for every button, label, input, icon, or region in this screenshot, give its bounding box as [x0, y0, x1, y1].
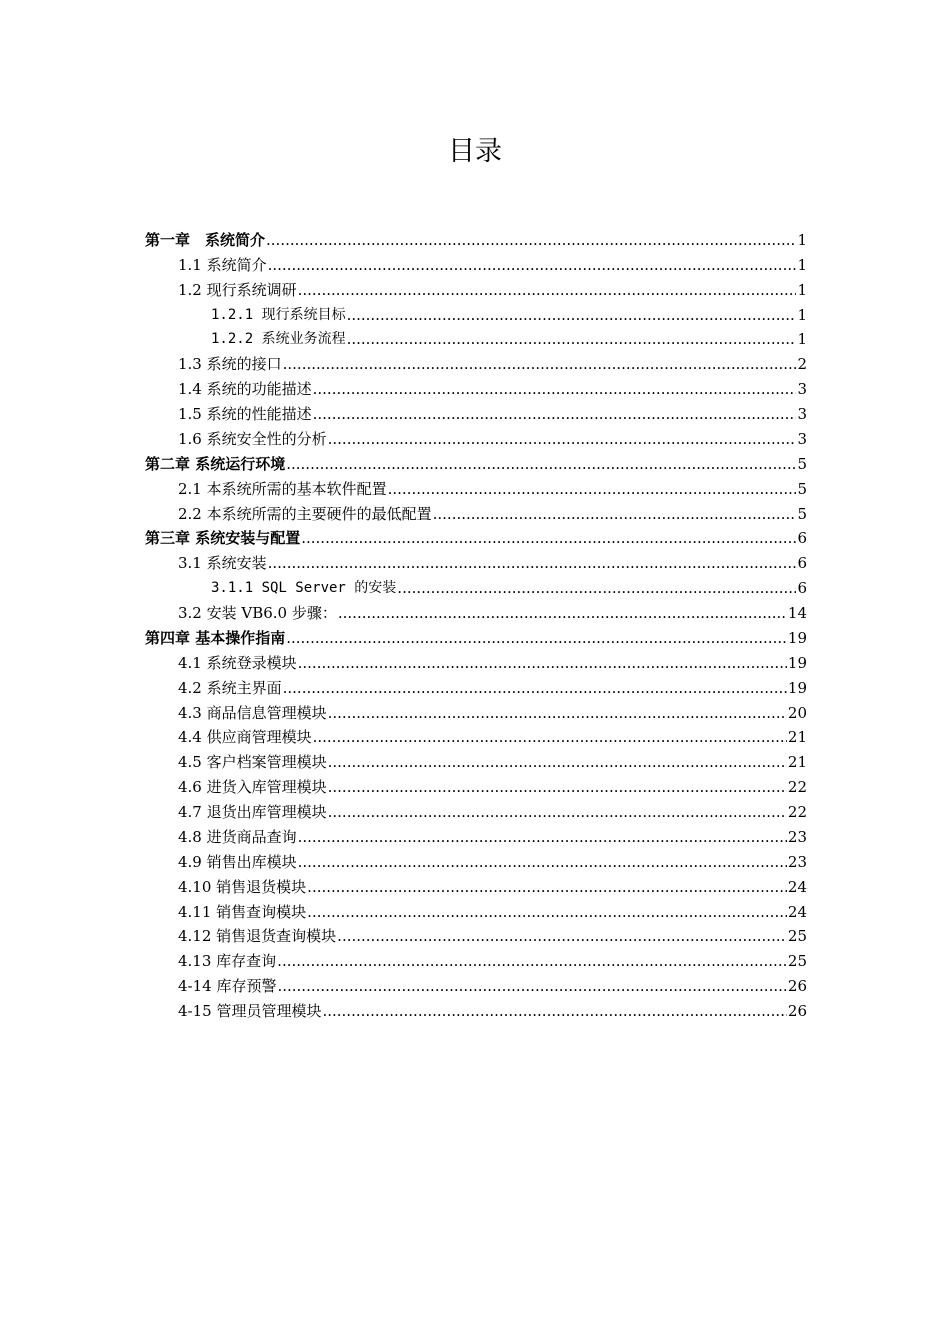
- toc-page-number: 26: [787, 1002, 807, 1020]
- toc-page-number: 26: [787, 977, 807, 996]
- toc-section-entry[interactable]: [145, 847, 807, 872]
- toc-dot-leader: [298, 653, 787, 673]
- toc-dot-leader: [328, 752, 787, 772]
- toc-entry-label: 4.2 系统主界面: [178, 678, 282, 697]
- toc-dot-leader: [298, 827, 787, 847]
- toc-section-entry[interactable]: [145, 698, 807, 723]
- toc-page-number: 2: [797, 355, 807, 374]
- toc-section-entry[interactable]: [145, 325, 807, 350]
- toc-page-number: 3: [797, 380, 807, 399]
- toc-entry-label: 1.2.2 系统业务流程: [211, 331, 346, 348]
- toc-section-entry[interactable]: [145, 275, 807, 300]
- toc-page-number: 5: [797, 479, 807, 498]
- toc-page-number: 6: [797, 554, 807, 573]
- toc-section-entry[interactable]: [145, 300, 807, 325]
- toc-page-number: 6: [797, 529, 807, 548]
- toc-entry-label: 第一章 系统简介: [145, 230, 266, 249]
- toc-entry-label: 1.4 系统的功能描述: [178, 380, 312, 399]
- toc-dot-leader: [322, 1001, 786, 1021]
- toc-entry-label: 4.10 销售退货模块: [178, 877, 307, 896]
- toc-page-number: 6: [797, 579, 807, 598]
- toc-dot-leader: [266, 230, 796, 250]
- toc-entry-label: 4-14 库存预警: [178, 977, 277, 996]
- toc-entry-label: 4.3 商品信息管理模块: [178, 703, 327, 722]
- toc-page-number: 1: [797, 280, 807, 299]
- toc-page-number: 1: [797, 255, 807, 274]
- toc-section-entry[interactable]: [145, 374, 807, 399]
- toc-page-number: 5: [797, 504, 807, 523]
- toc-page-number: 22: [787, 778, 807, 797]
- toc-dot-leader: [277, 976, 786, 996]
- toc-section-entry[interactable]: [145, 723, 807, 748]
- toc-page-number: 22: [787, 803, 807, 821]
- toc-section-entry[interactable]: [145, 996, 807, 1021]
- toc-entry-label: 3.1.1 SQL Server 的安装: [211, 580, 397, 597]
- toc-dot-leader: [328, 703, 787, 723]
- toc-page-number: 1: [797, 330, 807, 349]
- toc-section-entry[interactable]: [145, 598, 807, 623]
- toc-entry-label: 1.2 现行系统调研: [178, 280, 297, 299]
- toc-page-number: 1: [797, 230, 807, 249]
- toc-page-number: 20: [787, 703, 807, 722]
- toc-page-number: 24: [787, 902, 807, 921]
- toc-entry-label: 4.6 进货入库管理模块: [178, 778, 327, 797]
- toc-dot-leader: [347, 329, 797, 349]
- toc-section-entry[interactable]: [145, 349, 807, 374]
- toc-entry-label: 3.1 系统安装: [178, 554, 267, 573]
- toc-entry-label: 4.7 退货出库管理模块: [178, 803, 327, 821]
- toc-dot-leader: [313, 727, 787, 747]
- toc-dot-leader: [397, 578, 796, 598]
- toc-entry-label: 4.1 系统登录模块: [178, 653, 297, 672]
- toc-section-entry[interactable]: [145, 872, 807, 897]
- toc-dot-leader: [328, 429, 797, 449]
- toc-section-entry[interactable]: [145, 474, 807, 499]
- toc-chapter-entry[interactable]: [145, 225, 807, 250]
- toc-entry-label: 2.2 本系统所需的主要硬件的最低配置: [178, 504, 432, 523]
- toc-dot-leader: [433, 504, 797, 524]
- toc-section-entry[interactable]: [145, 897, 807, 922]
- toc-dot-leader: [268, 255, 797, 275]
- toc-dot-leader: [268, 553, 797, 573]
- toc-entry-label: 3.2 安装 VB6.0 步骤：: [178, 604, 337, 622]
- toc-page-number: 23: [787, 827, 807, 846]
- table-of-contents: [145, 225, 807, 1021]
- toc-page-number: 3: [797, 429, 807, 448]
- toc-page-number: 19: [787, 628, 807, 647]
- toc-dot-leader: [337, 926, 787, 946]
- toc-section-entry[interactable]: [145, 822, 807, 847]
- toc-dot-leader: [347, 305, 797, 325]
- toc-dot-leader: [298, 280, 797, 300]
- toc-page-number: 25: [787, 952, 807, 971]
- toc-section-entry[interactable]: [145, 424, 807, 449]
- toc-entry-label: 4.13 库存查询: [178, 952, 277, 971]
- toc-dot-leader: [338, 603, 787, 623]
- toc-section-entry[interactable]: [145, 648, 807, 673]
- toc-section-entry[interactable]: [145, 399, 807, 424]
- toc-page-number: 1: [797, 305, 807, 324]
- toc-chapter-entry[interactable]: [145, 449, 807, 474]
- toc-page-number: 24: [787, 877, 807, 896]
- toc-dot-leader: [307, 877, 787, 897]
- toc-section-entry[interactable]: [145, 747, 807, 772]
- toc-dot-leader: [286, 454, 796, 474]
- toc-dot-leader: [286, 628, 787, 648]
- toc-dot-leader: [388, 479, 797, 499]
- toc-dot-leader: [307, 902, 787, 922]
- toc-entry-label: 4-15 管理员管理模块: [178, 1002, 322, 1020]
- toc-dot-leader: [313, 379, 797, 399]
- toc-page-number: 25: [787, 927, 807, 946]
- toc-entry-label: 1.1 系统简介: [178, 255, 267, 274]
- toc-entry-label: 4.5 客户档案管理模块: [178, 753, 327, 772]
- toc-page-number: 3: [797, 405, 807, 423]
- toc-page-number: 23: [787, 852, 807, 871]
- toc-entry-label: 1.3 系统的接口: [178, 355, 282, 374]
- toc-section-entry[interactable]: [145, 673, 807, 698]
- toc-section-entry[interactable]: [145, 548, 807, 573]
- toc-page-number: 14: [787, 604, 807, 622]
- toc-dot-leader: [301, 528, 796, 548]
- toc-dot-leader: [283, 354, 797, 374]
- toc-entry-label: 4.12 销售退货查询模块: [178, 927, 337, 946]
- toc-entry-label: 1.6 系统安全性的分析: [178, 429, 327, 448]
- toc-entry-label: 4.4 供应商管理模块: [178, 728, 312, 747]
- toc-dot-leader: [283, 678, 787, 698]
- toc-entry-label: 4.11 销售查询模块: [178, 902, 307, 921]
- toc-page-number: 21: [787, 753, 807, 772]
- toc-page-number: 19: [787, 653, 807, 672]
- toc-dot-leader: [277, 951, 787, 971]
- toc-dot-leader: [298, 852, 787, 872]
- toc-chapter-entry[interactable]: [145, 524, 807, 549]
- toc-section-entry[interactable]: [145, 772, 807, 797]
- toc-page-number: 21: [787, 728, 807, 747]
- toc-page-number: 19: [787, 678, 807, 697]
- toc-dot-leader: [328, 802, 787, 822]
- toc-entry-label: 1.2.1 现行系统目标: [211, 306, 346, 323]
- page-title: 目录: [448, 136, 502, 167]
- toc-entry-label: 2.1 本系统所需的基本软件配置: [178, 479, 387, 498]
- toc-entry-label: 第三章 系统安装与配置: [145, 529, 301, 548]
- toc-entry-label: 1.5 系统的性能描述: [178, 405, 312, 423]
- toc-section-entry[interactable]: [145, 573, 807, 598]
- toc-section-entry[interactable]: [145, 946, 807, 971]
- toc-entry-label: 4.8 进货商品查询: [178, 827, 297, 846]
- toc-dot-leader: [328, 777, 787, 797]
- toc-entry-label: 4.9 销售出库模块: [178, 852, 297, 871]
- toc-dot-leader: [313, 404, 797, 424]
- toc-chapter-entry[interactable]: [145, 623, 807, 648]
- toc-section-entry[interactable]: [145, 922, 807, 947]
- toc-entry-label: 第四章 基本操作指南: [145, 628, 286, 647]
- toc-section-entry[interactable]: [145, 797, 807, 822]
- toc-entry-label: 第二章 系统运行环境: [145, 454, 286, 473]
- toc-section-entry[interactable]: [145, 971, 807, 996]
- toc-section-entry[interactable]: [145, 250, 807, 275]
- toc-section-entry[interactable]: [145, 499, 807, 524]
- toc-page-number: 5: [797, 454, 807, 473]
